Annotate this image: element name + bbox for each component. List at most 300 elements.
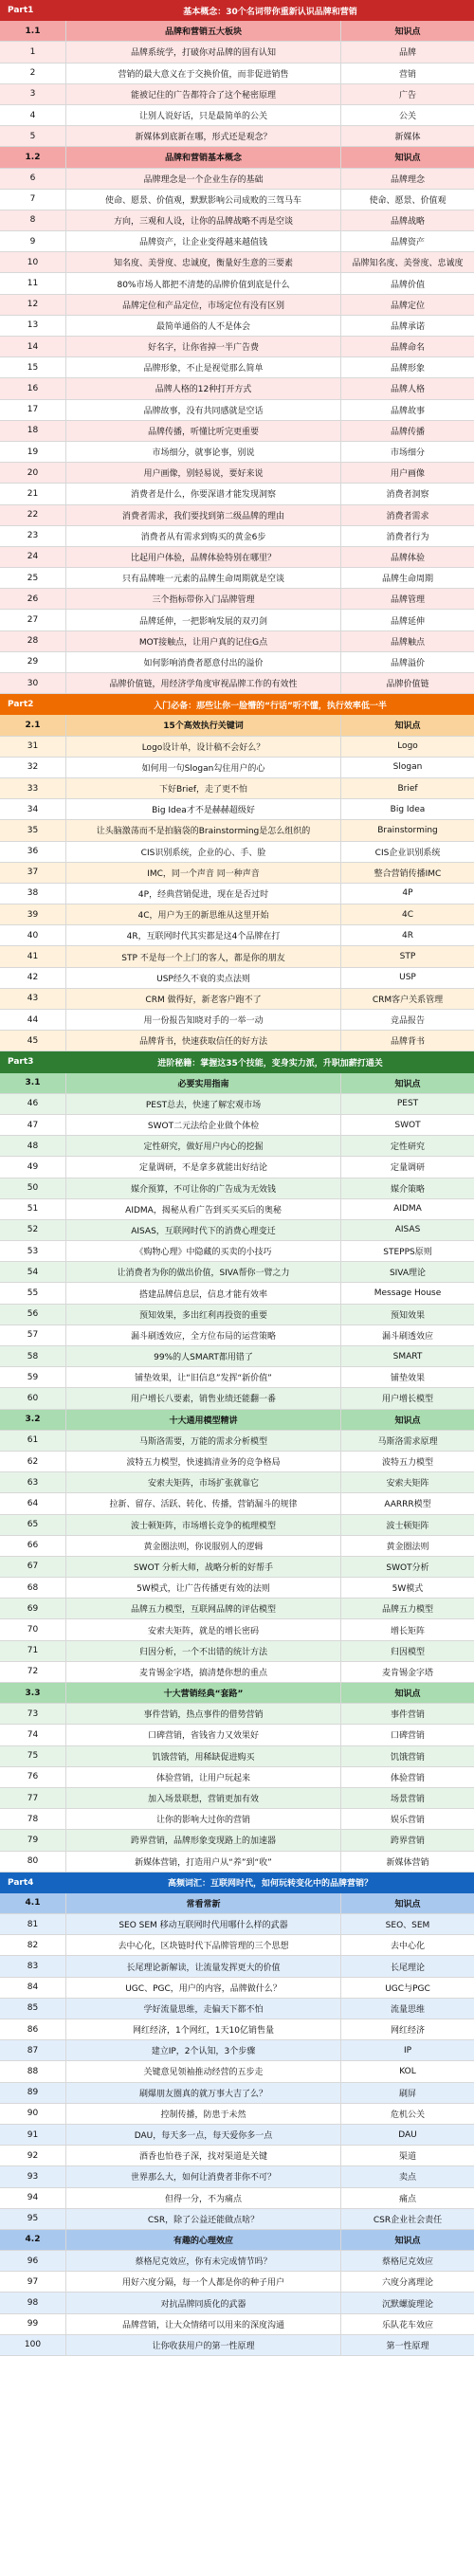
row-number: 17 [0, 400, 66, 420]
knowledge-point-cell: 波士顿矩阵 [386, 1521, 429, 1531]
topic-cell: 饥饿营销，用稀缺促进购买 [66, 1746, 341, 1766]
table-row [0, 337, 474, 357]
knowledge-point-cell: 沉默螺旋理论 [381, 2299, 433, 2310]
table-row [0, 1999, 474, 2019]
row-number: 71 [0, 1641, 66, 1661]
table-row [0, 758, 474, 778]
topic-cell: 品牌故事，没有共同感就是空话 [66, 400, 341, 420]
table-row [0, 400, 474, 421]
knowledge-point-cell: 危机公关 [390, 2110, 425, 2120]
knowledge-point-cell: 安索夫矩阵 [386, 1479, 429, 1489]
row-number: 73 [0, 1704, 66, 1724]
knowledge-point-cell: 品牌传播 [390, 427, 425, 437]
section-header [0, 147, 474, 168]
row-number: 42 [0, 968, 66, 988]
knowledge-point-cell: 乐队花车效应 [381, 2320, 433, 2330]
table-row [0, 1578, 474, 1599]
section-column-label: 知识点 [394, 722, 421, 732]
section-number: 3.2 [0, 1410, 66, 1430]
row-number: 80 [0, 1852, 66, 1872]
table-row [0, 1262, 474, 1283]
topic-cell: 黄金圈法则，你说服别人的逻辑 [66, 1536, 341, 1556]
topic-cell: 建立IP，2个认知，3个步骤 [66, 2040, 341, 2060]
knowledge-point-cell: 跨界营销 [390, 1836, 425, 1847]
table-row [0, 2104, 474, 2125]
table-row [0, 526, 474, 547]
table-row [0, 1283, 474, 1304]
topic-cell: 用户增长八要素，销售业绩还能翻一番 [66, 1388, 341, 1408]
row-number: 40 [0, 925, 66, 945]
row-number: 22 [0, 505, 66, 525]
table-row [0, 1431, 474, 1452]
row-number: 82 [0, 1935, 66, 1955]
knowledge-point-cell: CIS企业识别系统 [374, 848, 441, 858]
table-row [0, 1346, 474, 1367]
row-number: 19 [0, 442, 66, 462]
section-column-label: 知识点 [394, 2236, 421, 2246]
row-number: 53 [0, 1241, 66, 1261]
table-row [0, 1010, 474, 1031]
topic-cell: SWOT二元法给企业做个体检 [66, 1115, 341, 1135]
row-number: 49 [0, 1157, 66, 1177]
topic-cell: AISAS，互联网时代下的消费心理变迁 [66, 1220, 341, 1240]
topic-cell: 比起用户体验，品牌体验特别在哪里？ [66, 547, 341, 567]
topic-cell: DAU，每天多一点，每天爱你多一点 [66, 2125, 341, 2145]
row-number: 70 [0, 1619, 66, 1639]
row-number: 21 [0, 484, 66, 503]
knowledge-point-cell: 竞品报告 [390, 1016, 425, 1027]
knowledge-point-cell: 去中心化 [390, 1942, 425, 1952]
part-label: Part2 [8, 700, 34, 710]
table-row [0, 357, 474, 378]
table-row [0, 1619, 474, 1640]
part-block [0, 1051, 474, 1872]
knowledge-point-cell: Message House [374, 1288, 442, 1299]
topic-cell: 市场细分，就事论事，别说 [66, 442, 341, 462]
table-row [0, 1367, 474, 1388]
row-number: 9 [0, 231, 66, 251]
table-row [0, 1830, 474, 1851]
table-row [0, 989, 474, 1010]
topic-cell: 消费者是什么，你要深谱才能发现洞察 [66, 484, 341, 503]
row-number: 13 [0, 316, 66, 336]
part-header [0, 1051, 474, 1072]
row-number: 58 [0, 1346, 66, 1366]
row-number: 43 [0, 989, 66, 1009]
table-row [0, 2272, 474, 2293]
knowledge-point-cell: Brainstorming [377, 825, 438, 835]
topic-cell: 品牌理念是一个企业生存的基础 [66, 169, 341, 189]
table-row [0, 42, 474, 63]
section-number: 3.3 [0, 1683, 66, 1703]
table-row [0, 1935, 474, 1956]
table-row [0, 169, 474, 190]
topic-cell: 麦肯锡金字塔，搞清楚你想的重点 [66, 1662, 341, 1682]
row-number: 20 [0, 463, 66, 483]
table-row [0, 1493, 474, 1514]
table-row [0, 1978, 474, 1999]
section-number: 2.1 [0, 715, 66, 735]
topic-cell: 铺垫效果，让“旧信息”发挥“新价值” [66, 1367, 341, 1387]
table-row [0, 820, 474, 841]
table-row [0, 1599, 474, 1619]
row-number: 28 [0, 631, 66, 651]
table-row [0, 652, 474, 673]
part-label: Part1 [8, 6, 34, 16]
topic-cell: 口碑营销，省钱省力又效果好 [66, 1725, 341, 1745]
knowledge-point-cell: 口碑营销 [390, 1731, 425, 1742]
topic-cell: 波士顿矩阵，市场增长竞争的梳理模型 [66, 1515, 341, 1535]
section-title: 常看常新 [66, 1893, 341, 1913]
row-number: 27 [0, 610, 66, 630]
table-row [0, 378, 474, 399]
table-row [0, 442, 474, 463]
table-row [0, 1136, 474, 1157]
row-number: 69 [0, 1599, 66, 1618]
topic-cell: 定量调研，不是拿多就能出好结论 [66, 1157, 341, 1177]
table-row [0, 1178, 474, 1199]
row-number: 25 [0, 568, 66, 588]
knowledge-point-cell: 饥饿营销 [390, 1752, 425, 1763]
row-number: 50 [0, 1178, 66, 1198]
section-title: 十大营销经典“套路” [66, 1683, 341, 1703]
topic-cell: IMC，同一个声音 同一种声音 [66, 863, 341, 883]
table-row [0, 64, 474, 84]
knowledge-point-cell: 品牌五力模型 [381, 1605, 433, 1616]
topic-cell: 网红经济，1个网红，1天10亿销售量 [66, 2019, 341, 2039]
knowledge-point-cell: 市场细分 [390, 448, 425, 459]
row-number: 5 [0, 126, 66, 146]
topic-cell: 事件营销，热点事件的借势营销 [66, 1704, 341, 1724]
knowledge-point-cell: 品牌故事 [390, 406, 425, 416]
topic-cell: 使命、愿景、价值观，默默影响公司成败的三驾马车 [66, 190, 341, 210]
table-row [0, 2061, 474, 2082]
topic-cell: 品牌定位和产品定位，市场定位有没有区别 [66, 295, 341, 315]
row-number: 81 [0, 1914, 66, 1934]
knowledge-point-cell: 马斯洛需求原理 [377, 1436, 438, 1447]
knowledge-point-cell: 品牌理念 [390, 174, 425, 185]
table-row [0, 863, 474, 884]
topic-cell: 方向，三观和人设，让你的品牌战略不再是空谈 [66, 210, 341, 230]
row-number: 34 [0, 799, 66, 819]
row-number: 83 [0, 1956, 66, 1976]
knowledge-point-cell: 4R [402, 930, 413, 941]
knowledge-point-cell: 新媒体 [394, 133, 421, 143]
knowledge-point-cell: 流量思维 [390, 2004, 425, 2015]
row-number: 85 [0, 1999, 66, 2019]
knowledge-point-cell: 广告 [398, 90, 416, 100]
table-row [0, 1157, 474, 1178]
topic-cell: MOT接触点，让用户真的记住G点 [66, 631, 341, 651]
knowledge-point-cell: 长尾理论 [390, 1963, 425, 1973]
knowledge-point-cell: DAU [398, 2129, 417, 2140]
topic-cell: 蔡格尼克效应，你有未完成情节吗？ [66, 2251, 341, 2271]
topic-cell: 加入场景联想，营销更加有效 [66, 1788, 341, 1808]
part-title: 基本概念：30个名词带你重新认识品牌和营销 [183, 7, 357, 17]
row-number: 48 [0, 1136, 66, 1156]
table-row [0, 1031, 474, 1051]
row-number: 97 [0, 2272, 66, 2292]
topic-cell: 新媒体营销，打造用户从“养”到“收” [66, 1852, 341, 1872]
row-number: 75 [0, 1746, 66, 1766]
section-number: 3.1 [0, 1073, 66, 1093]
knowledge-point-cell: 预知效果 [390, 1310, 425, 1321]
topic-cell: 安索夫矩阵，就是的增长密码 [66, 1619, 341, 1639]
topic-cell: 马斯洛需要，万能的需求分析模型 [66, 1431, 341, 1451]
knowledge-point-cell: 定性研究 [390, 1142, 425, 1153]
topic-cell: 拉新、留存、活跃、转化、传播，营销漏斗的规律 [66, 1493, 341, 1513]
section-number: 4.2 [0, 2230, 66, 2250]
row-number: 3 [0, 84, 66, 104]
table-row [0, 2040, 474, 2061]
knowledge-point-cell: 品牌生命周期 [381, 575, 433, 585]
topic-cell: 让头脑激荡而不是拍脑袋的Brainstorming是怎么组织的 [66, 820, 341, 840]
knowledge-point-cell: 公关 [398, 112, 416, 122]
table-row [0, 1472, 474, 1493]
knowledge-point-cell: SIVA理论 [389, 1269, 427, 1279]
table-row [0, 421, 474, 442]
row-number: 45 [0, 1031, 66, 1050]
knowledge-point-cell: 增长矩阵 [390, 1626, 425, 1636]
row-number: 30 [0, 673, 66, 693]
table-row [0, 1220, 474, 1241]
row-number: 35 [0, 820, 66, 840]
topic-cell: 品牌延伸，一把影响发展的双刃剑 [66, 610, 341, 630]
section-header [0, 1683, 474, 1704]
knowledge-point-cell: 品牌承诺 [390, 321, 425, 332]
knowledge-point-cell: 品牌人格 [390, 385, 425, 395]
topic-cell: 酒香也怕巷子深，找对渠道是关键 [66, 2146, 341, 2165]
table-row [0, 946, 474, 967]
topic-cell: CRM 做得好，新老客户跑不了 [66, 989, 341, 1009]
knowledge-point-cell: 场景营销 [390, 1795, 425, 1805]
topic-cell: 用一份报告知晓对手的一举一动 [66, 1010, 341, 1030]
table-row [0, 2335, 474, 2356]
table-row [0, 1388, 474, 1409]
table-row [0, 778, 474, 799]
knowledge-point-cell: 渠道 [398, 2152, 416, 2163]
row-number: 36 [0, 842, 66, 862]
topic-cell: USP经久不衰的卖点法则 [66, 968, 341, 988]
topic-cell: 品牌五力模型，互联网品牌的评估模型 [66, 1599, 341, 1618]
topic-cell: 让别人说好话，只是最简单的公关 [66, 105, 341, 125]
part-block [0, 1873, 474, 2356]
row-number: 67 [0, 1557, 66, 1577]
table-row [0, 2209, 474, 2230]
row-number: 6 [0, 169, 66, 189]
row-number: 33 [0, 778, 66, 798]
section-title: 品牌和营销五大板块 [66, 21, 341, 41]
row-number: 2 [0, 64, 66, 83]
row-number: 74 [0, 1725, 66, 1745]
knowledge-point-cell: SMART [392, 1351, 423, 1361]
part-label: Part4 [8, 1877, 34, 1888]
row-number: 91 [0, 2125, 66, 2145]
table-row [0, 1557, 474, 1578]
row-number: 39 [0, 904, 66, 924]
row-number: 79 [0, 1830, 66, 1850]
topic-cell: CSR，除了公益还能做点啥？ [66, 2209, 341, 2229]
knowledge-point-cell: 麦肯锡金字塔 [381, 1668, 433, 1678]
row-number: 59 [0, 1367, 66, 1387]
topic-cell: 控制传播，防患于未然 [66, 2104, 341, 2124]
table-row [0, 316, 474, 337]
row-number: 29 [0, 652, 66, 672]
row-number: 31 [0, 737, 66, 757]
table-row [0, 210, 474, 231]
row-number: 84 [0, 1978, 66, 1998]
table-row [0, 1767, 474, 1788]
table-row [0, 2188, 474, 2209]
table-row [0, 105, 474, 126]
table-row [0, 1852, 474, 1873]
knowledge-point-cell: SEO、SEM [385, 1921, 430, 1931]
topic-cell: UGC、PGC，用户的内容，品牌做什么？ [66, 1978, 341, 1998]
table-row [0, 1641, 474, 1662]
topic-cell: 对抗品牌同质化的武器 [66, 2293, 341, 2312]
row-number: 41 [0, 946, 66, 966]
row-number: 15 [0, 357, 66, 377]
row-number: 38 [0, 884, 66, 904]
row-number: 87 [0, 2040, 66, 2060]
row-number: 44 [0, 1010, 66, 1030]
table-row [0, 2251, 474, 2272]
row-number: 86 [0, 2019, 66, 2039]
topic-cell: 最简单通俗的人不是体会 [66, 316, 341, 336]
knowledge-point-cell: 铺垫效果 [390, 1374, 425, 1384]
knowledge-point-cell: 品牌定位 [390, 301, 425, 311]
knowledge-point-cell: CRM客户关系管理 [372, 995, 444, 1005]
table-row [0, 610, 474, 630]
section-title: 品牌和营销基本概念 [66, 147, 341, 167]
topic-cell: 但得一分，不为痛点 [66, 2188, 341, 2208]
knowledge-point-cell: 5W模式 [392, 1584, 424, 1595]
knowledge-point-cell: 用户增长模型 [381, 1395, 433, 1405]
knowledge-point-cell: 新媒体营销 [386, 1857, 429, 1868]
table-row [0, 1704, 474, 1725]
row-number: 60 [0, 1388, 66, 1408]
row-number: 14 [0, 337, 66, 356]
knowledge-point-cell: 黄金圈法则 [386, 1542, 429, 1552]
table-row [0, 273, 474, 294]
table-row [0, 2166, 474, 2187]
topic-cell: 跨界营销，品牌形象变现路上的加速器 [66, 1830, 341, 1850]
knowledge-point-cell: 六度分离理论 [381, 2278, 433, 2289]
table-row [0, 252, 474, 273]
topic-cell: 只有品牌唯一元素的品牌生命周期就是空谈 [66, 568, 341, 588]
part-title: 入门必备：那些让你一脸懵的“行话”听不懂，执行效率低一半 [154, 701, 387, 711]
topic-cell: 消费者从有需求到购买的黄金6步 [66, 526, 341, 546]
knowledge-point-cell: 品牌触点 [390, 637, 425, 648]
topic-cell: 如何用一句Slogan勾住用户的心 [66, 758, 341, 777]
table-row [0, 1452, 474, 1472]
row-number: 16 [0, 378, 66, 398]
knowledge-point-cell: SWOT [394, 1120, 421, 1130]
topic-cell: 4R，互联网时代其实都是这4个品牌在打 [66, 925, 341, 945]
section-column-label: 知识点 [394, 154, 421, 164]
table-row [0, 2019, 474, 2040]
row-number: 12 [0, 295, 66, 315]
topic-cell: 波特五力模型，快速搞清业务的竞争格局 [66, 1452, 341, 1471]
topic-cell: 新媒体到底新在哪，形式还是观念？ [66, 126, 341, 146]
row-number: 4 [0, 105, 66, 125]
section-header [0, 2230, 474, 2251]
table-row [0, 547, 474, 568]
knowledge-point-cell: 漏斗刷透效应 [381, 1331, 433, 1342]
table-row [0, 1809, 474, 1830]
row-number: 77 [0, 1788, 66, 1808]
topic-cell: 营销的最大意义在于交换价值，而非促进销售 [66, 64, 341, 83]
row-number: 37 [0, 863, 66, 883]
table-row [0, 190, 474, 210]
topic-cell: 长尾理论新解读，让流量发挥更大的价值 [66, 1956, 341, 1976]
topic-cell: 安索夫矩阵，市场扩张就靠它 [66, 1472, 341, 1492]
table-row [0, 2314, 474, 2335]
section-column-label: 知识点 [394, 1079, 421, 1089]
row-number: 62 [0, 1452, 66, 1471]
topic-cell: SWOT 分析大师，战略分析的好帮手 [66, 1557, 341, 1577]
section-column-label: 知识点 [394, 1416, 421, 1426]
topic-cell: 如何影响消费者愿意付出的溢价 [66, 652, 341, 672]
knowledge-point-cell: 品牌价值 [390, 280, 425, 290]
knowledge-point-cell: 用户画像 [390, 469, 425, 480]
table-row [0, 1662, 474, 1683]
topic-cell: 品牌传播，听懂比听完更重要 [66, 421, 341, 441]
table-row [0, 1199, 474, 1220]
part-title: 进阶秘籍：掌握这35个技能，变身实力派，升职加薪打通关 [157, 1058, 383, 1069]
table-row [0, 1305, 474, 1325]
row-number: 51 [0, 1199, 66, 1219]
topic-cell: 品牌背书，快速获取信任的好方法 [66, 1031, 341, 1050]
row-number: 65 [0, 1515, 66, 1535]
table-row [0, 505, 474, 526]
row-number: 93 [0, 2166, 66, 2186]
row-number: 11 [0, 273, 66, 293]
knowledge-point-cell: PEST [396, 1099, 419, 1109]
knowledge-point-cell: AISAS [394, 1225, 421, 1235]
topic-cell: 定性研究，做好用户内心的挖掘 [66, 1136, 341, 1156]
knowledge-point-cell: 品牌资产 [390, 238, 425, 248]
table-row [0, 84, 474, 105]
knowledge-point-cell: 定量调研 [390, 1163, 425, 1174]
topic-cell: PEST总去，快速了解宏观市场 [66, 1094, 341, 1114]
table-row [0, 1788, 474, 1809]
section-column-label: 知识点 [394, 1899, 421, 1909]
row-number: 99 [0, 2314, 66, 2334]
knowledge-point-cell: STEPPS原则 [383, 1248, 432, 1258]
table-row [0, 1536, 474, 1557]
part-header [0, 1873, 474, 1893]
topic-cell: 4P，经典营销促进，现在是否过时 [66, 884, 341, 904]
knowledge-point-cell: AIDMA [393, 1204, 422, 1215]
table-row [0, 295, 474, 316]
part-label: Part3 [8, 1057, 34, 1068]
knowledge-point-cell: 品牌背书 [390, 1037, 425, 1048]
knowledge-point-cell: 品牌管理 [390, 595, 425, 606]
knowledge-point-cell: 整合营销传播IMC [374, 868, 442, 879]
section-number: 1.1 [0, 21, 66, 41]
part-header [0, 0, 474, 21]
knowledge-point-cell: 品牌命名 [390, 343, 425, 354]
topic-cell: 品牌人格的12种打开方式 [66, 378, 341, 398]
topic-cell: 《购物心理》中隐藏的买卖的小技巧 [66, 1241, 341, 1261]
topic-cell: AIDMA，揭秘从看广告到买买买后的奥秘 [66, 1199, 341, 1219]
row-number: 98 [0, 2293, 66, 2312]
table-row [0, 484, 474, 504]
row-number: 24 [0, 547, 66, 567]
knowledge-point-cell: 品牌 [398, 48, 416, 59]
knowledge-point-cell: 事件营销 [390, 1710, 425, 1721]
